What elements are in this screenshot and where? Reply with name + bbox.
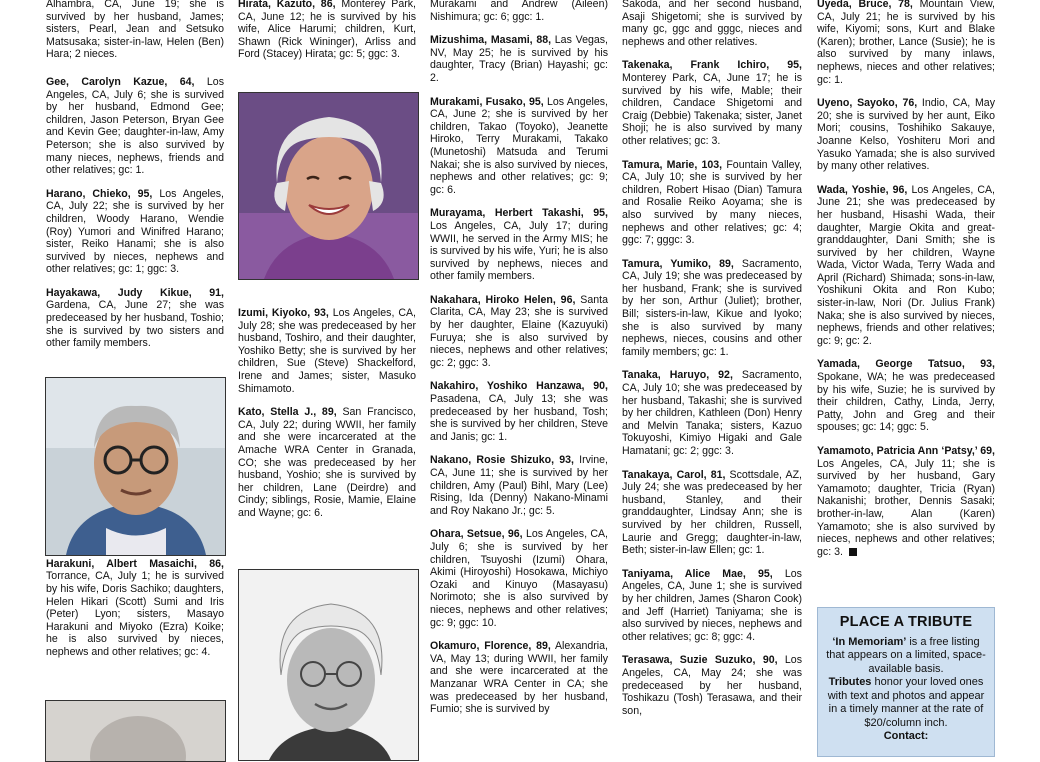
obituary-entry: Hayakawa, Judy Kikue, 91, Gardena, CA, June 27; she was predeceased by her husband, Toshio; she is survived by two sisters and other family members. <box>46 286 224 350</box>
obituary-entry: Murakami, Fusako, 95, Los Angeles, CA, June 2; she is survived by her children, Takao (Toyoko), Jeanette Hiroko, Terry Murakami, Takako (Munetoshi) Matsuda and Terumi Nakai; she is also survived by nieces, nephews and other relatives; gc: 9; gc: 6. <box>430 95 608 196</box>
obituary-entry: Kato, Stella J., 89, San Francisco, CA, July 22; during WWII, her family and she were incarcerated at the Amache WRA Center in Granada, CO; she was predeceased by her husband, Yoshio; she is survived by her children, Lane (Deirdre) and Cindy; siblings, Rosie, Mamie, Elaine and Wayne; gc: 6. <box>238 406 416 519</box>
obituary-column-4 <box>622 0 802 728</box>
place-a-tribute-box <box>817 607 995 757</box>
obituary-entry: Tamura, Yumiko, 89, Sacramento, CA, July 19; she was predeceased by her husband, Frank; she is survived by her son, Arthur (Juliet); brother, Bill; sisters-in-law, Kikue and Iyoko; she is also survived by many nephews, nieces, cousins and other family members; gc: 1. <box>622 257 802 358</box>
obituary-entry: Takenaka, Frank Ichiro, 95, Monterey Park, CA, June 17; he is survived by his wife, Mable; their children, Candace Shigetomi and Craig (Debbie) Takenaka; sister, Janet Shoji; he is also survived by many other relatives; gc: 3. <box>622 59 802 147</box>
obituary-entry: Izumi, Kiyoko, 93, Los Angeles, CA, July 28; she was predeceased by her husband, Toshiro, and their daughter, Yoshiko Betty; she is survived by her children, Sue (Steve) Shackelford, Irene and James; sister, Masuko Shimamoto. <box>238 306 416 395</box>
obituary-entry: Murayama, Herbert Takashi, 95, Los Angeles, CA, July 17; during WWII, he served in the Army MIS; he is survived by his wife, Yuri; he is also survived by nephews, nieces and other family members. <box>430 207 608 283</box>
obituary-entry: Harano, Chieko, 95, Los Angeles, CA, July 22; she is survived by her children, Woody Harano, Wendie (Roy) Yumori and Winifred Harano; sister, Reiko Hanami; she is also survived by nieces, nephews and other relatives; gc: 1; ggc: 3. <box>46 187 224 276</box>
end-mark-icon <box>849 548 857 556</box>
tribute-pricing: Tributes honor your loved ones with text and photos and appear in a timely manner at the rate of $20/column inch. <box>827 676 985 729</box>
obituary-entry: Gee, Carolyn Kazue, 64, Los Angeles, CA, July 6; she is survived by her husband, Edmond Gee; children, Jason Peterson, Bryan Gee and Kevin Gee; daughter-in-law, Amy Peterson; she is also survived by many nieces, nephews, friends and other relatives; gc: 1. <box>46 75 224 177</box>
tribute-contact-label: Contact: <box>883 730 929 742</box>
obituary-entry: Taniyama, Alice Mae, 95, Los Angeles, CA, June 1; she is survived by her children, James (Sharon Cook) and Jeff (Harriet) Taniyama; she is also survived by nieces, nephews and other relatives; gc: 8; ggc: 4. <box>622 567 802 643</box>
obituary-entry: Nakahiro, Yoshiko Hanzawa, 90, Pasadena, CA, July 13; she was predeceased by her husband, Tosh; she is survived by her children, Steve and Janis; gc: 1. <box>430 380 608 443</box>
obituary-entry: Okamuro, Florence, 89, Alexandria, VA, May 13; during WWII, her family and she were incarcerated at the Manzanar WRA Center in CA; she was predeceased by her husband, Fumio; she is survived by <box>430 640 608 716</box>
tribute-title: PLACE A TRIBUTE <box>839 614 973 630</box>
tribute-description: ‘In Memoriam’ is a free listing that appears on a limited, space-available basis. <box>826 635 986 675</box>
obituary-entry: Mizushima, Masami, 88, Las Vegas, NV, May 25; he is survived by his daughter, Tracy (Brian) Hayashi; gc: 2. <box>430 34 608 84</box>
obituary-entry: Wada, Yoshie, 96, Los Angeles, CA, June 21; she was predeceased by her husband, Hisashi Wada, their daughter, Margie Okita and great-granddaughter, Dani Smith; she is survived by her children, Wayne Wada, Victor Wada, Terry Wada and April (Richard) Shimada; sons-in-law, Yoshikuni Okita and Ron Kubo; sister-in-law, Nori (Dr. Julius Frank) Naka; she is also survived by nieces, nephews, friends and other relatives; gc: 9; gc: 2. <box>817 183 995 347</box>
obituary-entry: Uyeda, Bruce, 78, Mountain View, CA, July 21; he is survived by his wife, Kiyomi; sons, Kurt and Blake (Karen); brother, Lance (Susie); he is also survived by many inlaws, nephews, nieces and other relatives; gc: 1. <box>817 0 995 86</box>
obituary-entry: Tanaka, Haruyo, 92, Sacramento, CA, July 10; she was predeceased by her husband, Takashi; she is survived by her children, Kathleen (Don) Henry and Melvin Tanaka; sisters, Kazuo Tokuyoshi, Kimiyo Higaki and Gale Hamatani; gc: 2; ggc: 3. <box>622 369 802 457</box>
obituary-column-3 <box>430 0 608 727</box>
obituary-entry: Uyeno, Sayoko, 76, Indio, CA, May 20; she is survived by her aunt, Eiko Mori; cousins, Toshihiko Sakauye, Joanne Kelso, Yoshiteru Mori and Yasuko Yamada; she is also survived by many other relatives. <box>817 97 995 173</box>
obituary-entry: Yamada, George Tatsuo, 93, Spokane, WA; he was predeceased by his wife, Suzie; he is survived by their children, Cathy, Linda, Jerry, Patty, John and Greg and their spouses; gc: 14; ggc: 5. <box>817 358 995 434</box>
obituary-column-1 <box>46 0 224 670</box>
portrait-photo-elderly-woman <box>238 569 419 761</box>
obituary-entry: Tamura, Marie, 103, Fountain Valley, CA, July 10; she is survived by her children, Robert Hisao (Dian) Tamura and Rosalie Reiko Aoyama; she is also survived by many nieces, nephews and other relatives; gc: 4; ggc: 7; gggc: 3. <box>622 158 803 247</box>
obituary-entry: Harakuni, Albert Masaichi, 86, Torrance, CA, July 1; he is survived by his wife, Doris Sachiko; daughters, Helen Hikari (Scott) Sumi and Iris (Peter) Lyon; sisters, Masayo Harakuni and Miyoko (Ezra) Koike; he is also survived by nieces, nephews and other relatives; gc: 4. <box>46 557 224 658</box>
obituary-entry: Tanakaya, Carol, 81, Scottsdale, AZ, July 24; she was predeceased by her husband, Stanley, and their granddaughter, Lindsay Ann; she is survived by her children, Russell, Laurie and Gregg; daughter-in-law, Beth; sister-in-law Ellen; gc: 1. <box>622 468 802 557</box>
obituary-entry: Sakoda, and her second husband, Asaji Shigetomi; she is survived by many gc, ggc and gggc, nieces and nephews and other relatives. <box>622 0 802 48</box>
portrait-photo-partial <box>45 700 226 762</box>
obituary-entry: Yamamoto, Patricia Ann ‘Patsy,’ 69, Los Angeles, CA, July 11; she is survived by her husband, Gary Yamamoto; daughter, Tricia (Ryan) Nakanishi; brother, Dennis Sasaki; brother-in-law, Alan (Karen) Yamamoto; she is also survived by nieces, nephews and other relatives; gc: 3. <box>817 445 995 558</box>
obituary-entry: Hirata, Kazuto, 86, Monterey Park, CA, June 12; he is survived by his wife, Alice Harumi; children, Kurt, Shawn (Rick Wininger), Arliss and Ford (Stacey) Hirata; gc: 5; ggc: 3. <box>238 0 416 61</box>
portrait-photo-woman-smiling <box>238 92 419 280</box>
obituary-entry: Nakano, Rosie Shizuko, 93, Irvine, CA, June 11; she is survived by her children, Amy (Paul) Bihl, Mary (Lee) Rising, Ida (Denny) Nakano-Minami and Roy Nakano Jr.; gc: 5. <box>430 454 609 517</box>
obituary-entry: Alhambra, CA, June 19; she is survived by her husband, James; sisters, Pearl, Jean and Setsuko Matsusaka; sister-in-law, Helen (Ben) Hara; 2 nieces. <box>46 0 224 61</box>
obituary-entry: Terasawa, Suzie Suzuko, 90, Los Angeles, CA, May 24; she was predeceased by her husband, Toshikazu (Tosh) Terasawa, and their son, <box>622 654 802 717</box>
obituary-entry: Murakami and Andrew (Aileen) Nishimura; gc: 6; ggc: 1. <box>430 0 608 23</box>
portrait-photo-man-glasses <box>45 377 226 556</box>
obituary-column-5 <box>817 0 995 569</box>
obituary-entry: Nakahara, Hiroko Helen, 96, Santa Clarita, CA, May 23; she is survived by her daughter, Elaine (Kazuyuki) Furuya; she is also survived by nieces, nephews and other relatives; gc: 2; ggc: 3. <box>430 293 608 369</box>
obituary-entry: Ohara, Setsue, 96, Los Angeles, CA, July 6; she is survived by her children, Tsuyoshi (Izumi) Ohara, Akimi (Hiroyoshi) Hosokawa, Michiyo Ozaki and Kinuyo (Masayasu) Norimoto; she is also survived by nieces, nephews and other relatives; gc: 9; ggc: 10. <box>430 528 609 629</box>
